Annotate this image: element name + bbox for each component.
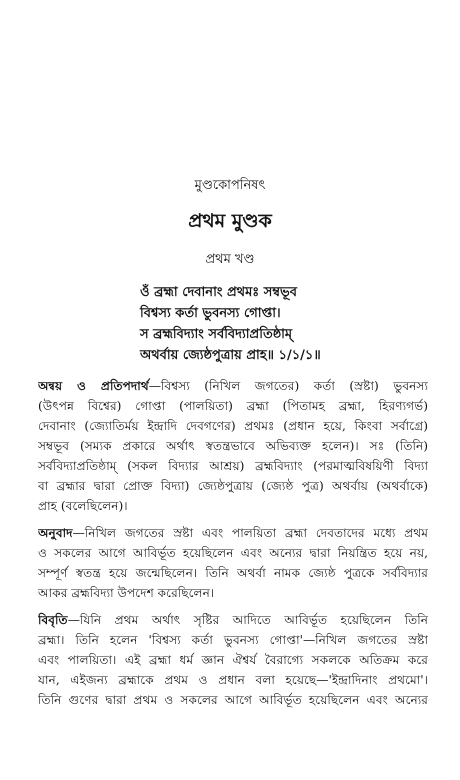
anvaya-text: —বিশ্বস্য (নিখিল জগতের) কর্তা (স্রষ্টা) ভুবনস্য: [148, 379, 428, 393]
paragraph-line: সম্বভূব (সম্যক প্রকারে অর্থাৎ স্বতন্ত্রভাবে অভিব্যক্ত হলেন)। সঃ (তিনি): [38, 439, 428, 453]
paragraph-line: যান, এইজন্য ব্রহ্মাকে প্রথম ও প্রধান বলা হয়েছে—'ইন্দ্রাদিনাং প্রথমো'।: [38, 673, 428, 687]
paragraph-line: ও সকলের আগে আবির্ভূত হয়েছিলেন এবং অন্যের দ্বারা নিয়ন্ত্রিত হয়ে নয়,: [38, 546, 428, 560]
verse-line: বিশ্বস্য কর্তা ভুবনস্য গোপ্তা।: [140, 306, 281, 321]
paragraph-line: দেবানাং (জ্যোতির্ময় ইন্দ্রাদি দেবগণের) প্রথমঃ (প্রধান হয়ে, কিংবা সর্বাগ্রে): [38, 419, 428, 433]
paragraph-line: [38, 525, 428, 545]
paragraph-line: (উৎপন্ন বিশ্বের) গোপ্তা (পালয়িতা) ব্রহ্মা (পিতামহ ব্রহ্মা, হিরণ্যগর্ভ): [38, 399, 428, 413]
vivriti-heading: বিবৃতি: [38, 613, 68, 627]
verse-line: স ব্রহ্মবিদ্যাং সর্ববিদ্যাপ্রতিষ্ঠাম্‌: [140, 327, 293, 342]
paragraph-line: এবং পালয়িতা। এই ব্রহ্মা ধর্ম জ্ঞান ঐশ্বর্য বৈরাগ্যে সকলকে অতিক্রম করে: [38, 653, 428, 667]
vivriti-text: —যিনি প্রথম অর্থাৎ সৃষ্টির আদিতে আবির্ভূত হয়েছিলেন তিনি: [67, 613, 428, 627]
khanda-heading: প্রথম খণ্ড: [205, 252, 255, 267]
paragraph-line: সম্পূর্ণ স্বতন্ত্র হয়ে জন্মেছিলেন। তিনি অথর্বা নামক জ্যেষ্ঠ পুত্রকে সর্ববিদ্যার: [38, 566, 428, 580]
paragraph-line: প্রাহ (বলেছিলেন)।: [38, 499, 128, 513]
paragraph-line: তিনি গুণের দ্বারা প্রথম ও সকলের আগে আবির্ভূত হয়েছিলেন এবং অন্যের: [38, 693, 428, 707]
verse-line: অথর্বায় জ্যেষ্ঠপুত্রায় প্রাহ॥ ১/১/১॥: [140, 348, 321, 363]
paragraph-line: আকর ব্রহ্মবিদ্যা উপদেশ করেছিলেন।: [38, 586, 215, 600]
anubad-heading: অনুবাদ: [38, 526, 73, 540]
anubad-text: —নিখিল জগতের স্রষ্টা এবং পালয়িতা ব্রহ্মা দেবতাদের মধ্যে প্রথম: [72, 526, 428, 540]
mundaka-heading: প্রথম মুণ্ডক: [188, 210, 272, 232]
book-title: মুণ্ডকোপনিষৎ: [194, 178, 266, 193]
anvaya-heading: অন্বয় ও প্রতিপদার্থ: [38, 379, 149, 393]
paragraph-line: [38, 378, 428, 398]
paragraph-line: [38, 612, 428, 632]
paragraph-line: সর্ববিদ্যাপ্রতিষ্ঠাম্‌ (সকল বিদ্যার আশ্রয়) ব্রহ্মবিদ্যাং (পরমাত্মবিষয়িণী বিদ্যা: [38, 459, 428, 473]
verse-line: ওঁ ব্রহ্মা দেবানাং প্রথমঃ সম্বভূব: [140, 285, 297, 300]
paragraph-line: বা ব্রহ্মার দ্বারা প্রোক্ত বিদ্যা) জ্যেষ্ঠপুত্রায় (জ্যেষ্ঠ পুত্র) অথর্বায় (অথর্বাকে): [38, 479, 428, 493]
paragraph-line: ব্রহ্মা। তিনি হলেন 'বিশ্বস্য কর্তা ভুবনস্য গোপ্তা'—নিখিল জগতের স্রষ্টা: [38, 633, 428, 647]
